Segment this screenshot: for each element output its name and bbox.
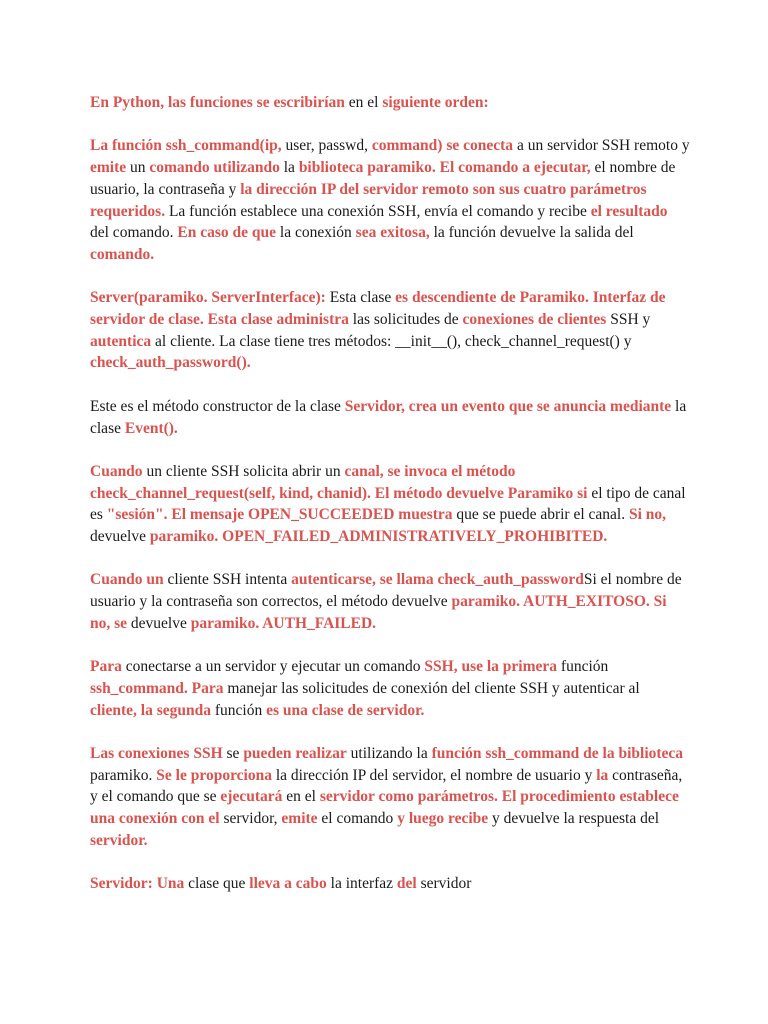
text-segment: command) se conecta: [371, 137, 514, 155]
text-segment: Event().: [124, 419, 178, 437]
text-segment: clase que: [184, 875, 250, 893]
text-segment: la: [596, 766, 609, 784]
text-segment: servidor: [416, 875, 472, 893]
text-segment: conexiones de clientes: [462, 311, 607, 328]
text-segment: manejar las solicitudes de conexión del cliente SSH y autenticar al: [223, 679, 640, 697]
text-segment: la: [279, 159, 299, 177]
text-segment: al cliente. La clase tiene tres métodos: __init__(), check_channel_request() y: [151, 332, 632, 350]
text-segment: canal, se invoca el método check_channel_request(self, kind, chanid). El método devuelve Paramiko si: [90, 462, 588, 502]
text-segment: la dirección IP del servidor, el nombre de usuario y: [271, 766, 597, 784]
text-segment: la clase: [90, 397, 687, 437]
text-segment: comando.: [90, 245, 155, 263]
paragraph-channel-request: [90, 461, 690, 548]
text-segment: función: [211, 701, 267, 719]
text-segment: la dirección IP del servidor remoto son sus cuatro parámetros requeridos.: [90, 180, 647, 220]
text-segment: pueden realizar: [243, 744, 347, 762]
text-segment: ejecutará: [220, 788, 283, 806]
text-segment: lleva a cabo: [249, 875, 327, 893]
text-segment: user, passwd,: [281, 137, 372, 155]
text-segment: Para: [90, 658, 122, 676]
paragraph-intro: [90, 92, 690, 114]
text-segment: en el: [344, 94, 383, 111]
text-segment: La función ssh_command(ip,: [90, 137, 282, 155]
text-segment: "sesión". El mensaje OPEN_SUCCEEDED muestra: [106, 506, 453, 524]
text-segment: Server(paramiko. ServerInterface):: [90, 289, 326, 307]
text-segment: utilizando la: [346, 744, 432, 762]
text-segment: Servidor, crea un evento que se anuncia mediante: [344, 397, 672, 415]
text-segment: del comando.: [90, 224, 178, 242]
text-segment: autentica: [90, 332, 152, 350]
text-segment: el tipo de canal es: [90, 484, 686, 524]
text-segment: emite: [90, 159, 127, 177]
text-segment: que se puede abrir el canal.: [452, 506, 629, 524]
paragraph-auth-password: [90, 569, 690, 634]
text-segment: Las conexiones SSH: [90, 744, 223, 762]
text-segment: devuelve: [90, 528, 150, 545]
text-segment: Esta clase: [325, 289, 396, 307]
text-segment: y devuelve la respuesta del: [488, 810, 660, 828]
paragraph-usage: [90, 656, 690, 721]
text-segment: servidor como parámetros. El procedimiento establece una conexión con el: [90, 788, 679, 828]
paragraph-constructor: [90, 396, 690, 439]
text-segment: check_auth_password().: [90, 354, 251, 372]
text-segment: es descendiente de Paramiko. Interfaz de servidor de clase. Esta clase administra: [90, 289, 666, 328]
text-segment: Si el nombre de usuario y la contraseña son correctos, el método devuelve: [90, 571, 682, 611]
text-segment: SSH, use la primera: [424, 658, 558, 676]
text-segment: paramiko.: [90, 766, 157, 784]
text-segment: Si no,: [628, 506, 667, 524]
text-segment: paramiko. AUTH_EXITOSO. Si no, se: [90, 593, 667, 632]
text-segment: y luego recibe: [397, 810, 489, 828]
text-segment: el nombre de usuario, la contraseña y: [90, 159, 676, 198]
text-segment: un cliente SSH solicita abrir un: [142, 462, 345, 480]
text-segment: servidor.: [90, 831, 148, 849]
text-segment: cliente SSH intenta: [163, 571, 292, 589]
text-segment: sea exitosa,: [355, 224, 430, 242]
text-segment: emite: [281, 810, 318, 828]
text-segment: En Python, las funciones se escribirían: [90, 94, 345, 111]
text-segment: las solicitudes de: [348, 311, 463, 328]
text-segment: paramiko. OPEN_FAILED_ADMINISTRATIVELY_PROHIBITED.: [149, 528, 608, 545]
text-segment: ssh_command. Para: [90, 679, 224, 697]
text-segment: el resultado: [590, 202, 668, 220]
text-segment: comando utilizando: [149, 159, 280, 177]
text-segment: SSH y: [606, 311, 651, 328]
text-segment: Cuando un: [90, 571, 164, 589]
text-segment: el comando: [317, 810, 398, 828]
text-segment: función ssh_command de la biblioteca: [431, 744, 684, 762]
text-segment: la conexión: [276, 224, 356, 242]
text-segment: del: [396, 875, 417, 893]
text-segment: la función devuelve la salida del: [429, 224, 634, 242]
document-body: [90, 92, 690, 917]
text-segment: paramiko. AUTH_FAILED.: [190, 614, 377, 632]
text-segment: a un servidor SSH remoto y: [513, 137, 690, 155]
text-segment: cliente, la segunda: [90, 701, 211, 719]
paragraph-connections: [90, 743, 690, 852]
text-segment: en el: [282, 788, 320, 806]
text-segment: Se le proporciona: [156, 766, 272, 784]
text-segment: la interfaz: [326, 875, 397, 893]
text-segment: biblioteca paramiko. El comando a ejecutar,: [298, 159, 591, 177]
text-segment: Cuando: [90, 462, 143, 480]
text-segment: es una clase de servidor.: [266, 701, 425, 719]
text-segment: Este es el método constructor de la clase: [90, 397, 345, 415]
paragraph-ssh-command: [90, 135, 690, 265]
text-segment: función: [557, 658, 609, 676]
text-segment: autenticarse, se llama check_auth_password: [291, 571, 584, 589]
text-segment: conectarse a un servidor y ejecutar un comando: [121, 658, 425, 676]
text-segment: se: [222, 744, 244, 762]
text-segment: Servidor: Una: [90, 875, 185, 893]
text-segment: devuelve: [127, 614, 191, 632]
text-segment: un: [126, 159, 150, 177]
text-segment: servidor,: [219, 810, 282, 828]
text-segment: En caso de que: [177, 224, 277, 242]
paragraph-server-class: [90, 287, 690, 374]
text-segment: siguiente orden:: [382, 94, 489, 111]
text-segment: La función establece una conexión SSH, envía el comando y recibe: [165, 202, 591, 220]
text-segment: contraseña, y el comando que se: [90, 766, 683, 806]
paragraph-server-summary: [90, 873, 690, 895]
